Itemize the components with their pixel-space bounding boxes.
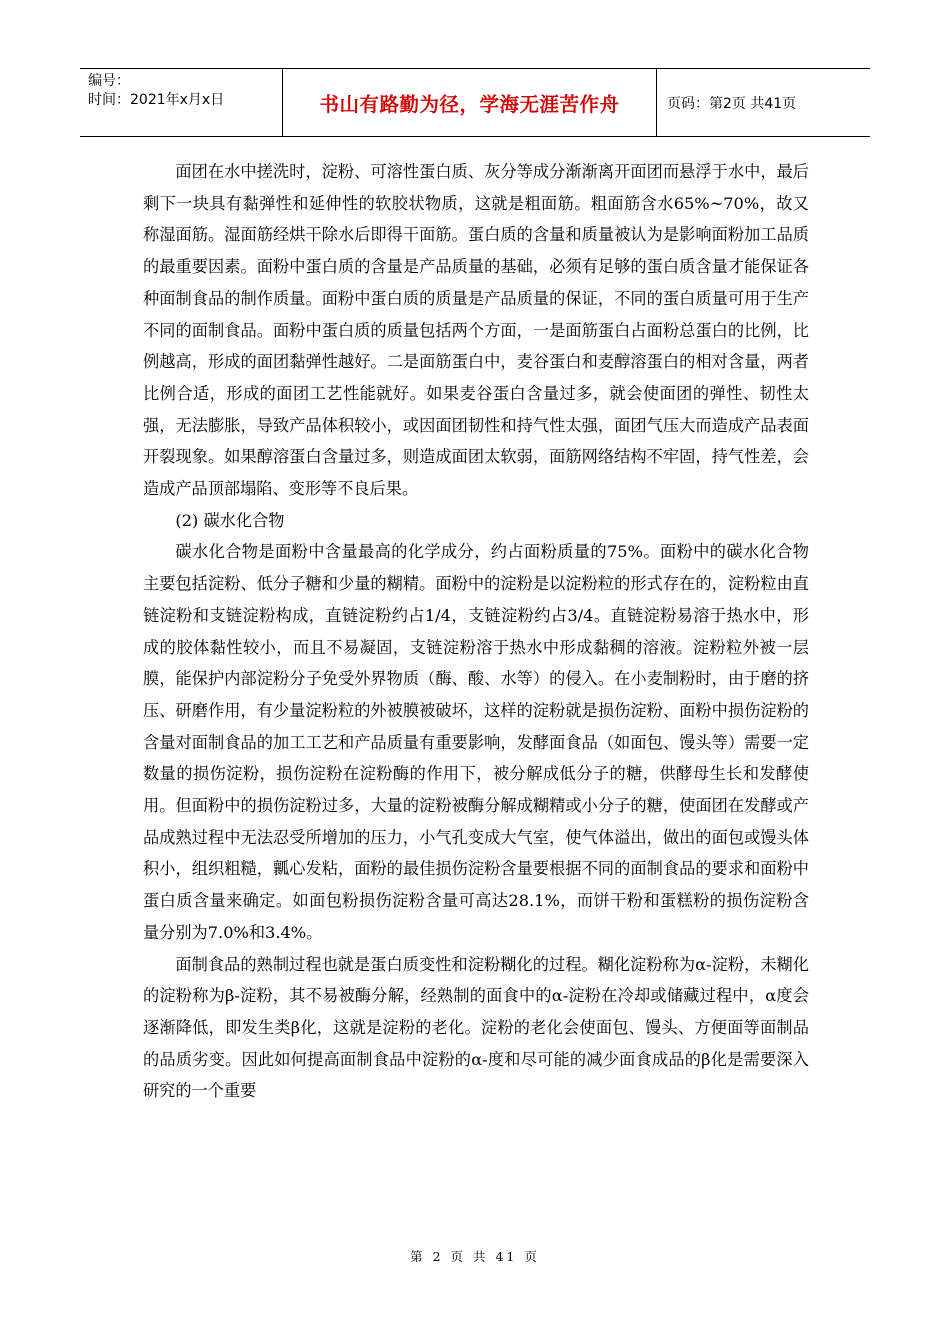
header-page-cell [657,69,870,136]
document-body [143,156,809,1107]
header-meta-cell [80,69,283,136]
motto-text: 书山有路勤为径，学海无涯苦作舟 [319,92,620,116]
paragraph-protein: 面团在水中搓洗时，淀粉、可溶性蛋白质、灰分等成分渐渐离开面团而悬浮于水中，最后剩下一块具有黏弹性和延伸性的软胶状物质，这就是粗面筋。粗面筋含水65%~70%，故又称湿面筋。湿面筋经烘干除水后即得干面筋。蛋白质的含量和质量被认为是影响面粉加工品质的最重要因素。面粉中蛋白质的含量是产品质量的基础，必须有足够的蛋白质含量才能保证各种面制食品的制作质量。面粉中蛋白质的质量是产品质量的保证，不同的蛋白质量可用于生产不同的面制食品。面粉中蛋白质的质量包括两个方面，一是面筋蛋白占面粉总蛋白的比例，比例越高，形成的面团黏弹性越好。二是面筋蛋白中，麦谷蛋白和麦醇溶蛋白的相对含量，两者比例合适，形成的面团工艺性能就好。如果麦谷蛋白含量过多，就会使面团的弹性、韧性太强，无法膨胀，导致产品体积较小，或因面团韧性和持气性太强，面团气压大而造成产品表面开裂现象。如果醇溶蛋白含量过多，则造成面团太软弱，面筋网络结构不牢固，持气性差，会造成产品顶部塌陷、变形等不良后果。 [143,162,809,499]
number-label: 编号： [88,73,130,89]
section-heading-carbohydrate: (2) 碳水化合物 [175,510,285,530]
page-info: 页码：第2页 共41页 [667,95,797,112]
paragraph-carbohydrate: 碳水化合物是面粉中含量最高的化学成分，约占面粉质量的75%。面粉中的碳水化合物主要包括淀粉、低分子糖和少量的糊精。面粉中的淀粉是以淀粉粒的形式存在的，淀粉粒由直链淀粉和支链淀粉构成，直链淀粉约占1/4，支链淀粉约占3/4。直链淀粉易溶于热水中，形成的胶体黏性较小，而且不易凝固，支链淀粉溶于热水中形成黏稠的溶液。淀粉粒外被一层膜，能保护内部淀粉分子免受外界物质（酶、酸、水等）的侵入。在小麦制粉时，由于磨的挤压、研磨作用，有少量淀粉粒的外被膜被破坏，这样的淀粉就是损伤淀粉、面粉中损伤淀粉的含量对面制食品的加工工艺和产品质量有重要影响，发酵面食品（如面包、馒头等）需要一定数量的损伤淀粉，损伤淀粉在淀粉酶的作用下，被分解成低分子的糖，供酵母生长和发酵使用。但面粉中的损伤淀粉过多，大量的淀粉被酶分解成糊精或小分子的糖，使面团在发酵或产品成熟过程中无法忍受所增加的压力，小气孔变成大气室，使气体溢出，做出的面包或馒头体积小，组织粗糙，瓤心发粘，面粉的最佳损伤淀粉含量要根据不同的面制食品的要求和面粉中蛋白质含量来确定。如面包粉损伤淀粉含量可高达28.1%，而饼干粉和蛋糕粉的损伤淀粉含量分别为7.0%和3.4%。 [143,542,809,942]
page-footer [0,1247,950,1265]
header-table [80,68,870,137]
paragraph-gelatinization: 面制食品的熟制过程也就是蛋白质变性和淀粉糊化的过程。糊化淀粉称为α-淀粉，未糊化的淀粉称为β-淀粉，其不易被酶分解，经熟制的面食中的α-淀粉在冷却或储藏过程中，α度会逐渐降低，即发生类β化，这就是淀粉的老化。淀粉的老化会使面包、馒头、方便面等面制品的品质劣变。因此如何提高面制食品中淀粉的α-度和尽可能的减少面食成品的β化是需要深入研究的一个重要 [143,954,809,1101]
header-motto-cell [283,69,657,136]
time-label: 时间：2021年x月x日 [88,92,225,108]
footer-page-number: 第 2 页 共 41 页 [410,1249,540,1264]
